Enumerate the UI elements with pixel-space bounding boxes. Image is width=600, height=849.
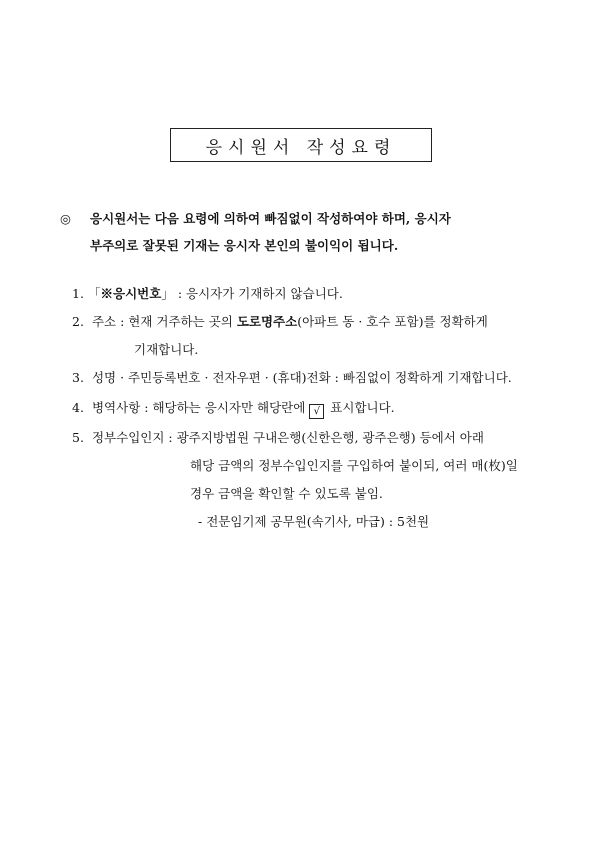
- item-1-text: : 응시자가 기재하지 않습니다.: [173, 286, 343, 301]
- list-item-2-cont: 기재합니다.: [134, 342, 199, 357]
- page-title: 응시원서 작성요령: [205, 137, 397, 158]
- list-item-1: [72, 284, 343, 304]
- item-number: 1.: [72, 286, 84, 301]
- bracket-open: 「: [88, 286, 101, 301]
- notice-mark-icon: ◎: [60, 211, 71, 226]
- notice-line-1: [60, 205, 550, 232]
- item-2-bold: 도로명주소: [236, 314, 298, 329]
- checkmark-box-icon: √: [309, 404, 324, 419]
- item-5-line-1: 정부수입인지 : 광주지방법원 구내은행(신한은행, 광주은행) 등에서 아래: [91, 430, 484, 445]
- item-5-line-4: - 전문임기제 공무원(속기사, 마급) : 5천원: [198, 514, 430, 529]
- notice-text-1: 응시원서는 다음 요령에 의하여 빠짐없이 작성하여야 하며, 응시자: [90, 211, 451, 226]
- item-4-post: 표시합니다.: [330, 400, 395, 415]
- item-number: 2.: [72, 314, 84, 329]
- list-item-4: [72, 398, 395, 419]
- list-item-2: [72, 312, 488, 332]
- bracket-close: 」: [161, 286, 174, 301]
- item-2-pre: 주소 : 현재 거주하는 곳의: [91, 314, 237, 329]
- item-number: 5.: [72, 430, 84, 445]
- item-2-post: (아파트 동 · 호수 포함)를 정확하게: [297, 314, 488, 329]
- item-4-pre: 병역사항 : 해당하는 응시자만 해당란에: [91, 400, 306, 415]
- list-item-3: [72, 368, 512, 388]
- notice-block: [60, 205, 550, 259]
- item-5-line-3: 경우 금액을 확인할 수 있도록 붙임.: [190, 486, 383, 501]
- notice-line-2: 부주의로 잘못된 기재는 응시자 본인의 불이익이 됩니다.: [90, 238, 399, 253]
- item-number: 3.: [72, 370, 84, 385]
- item-5-line-2: 해당 금액의 정부수입인지를 구입하여 붙이되, 여러 매(枚)일: [190, 458, 518, 473]
- item-number: 4.: [72, 400, 84, 415]
- item-3-text: 성명 · 주민등록번호 · 전자우편 · (휴대)전화 : 빠짐없이 정확하게 기재합니다.: [91, 370, 512, 385]
- list-item-5: [72, 428, 484, 448]
- item-1-bold: ※응시번호: [100, 286, 162, 301]
- title-box: [170, 128, 432, 162]
